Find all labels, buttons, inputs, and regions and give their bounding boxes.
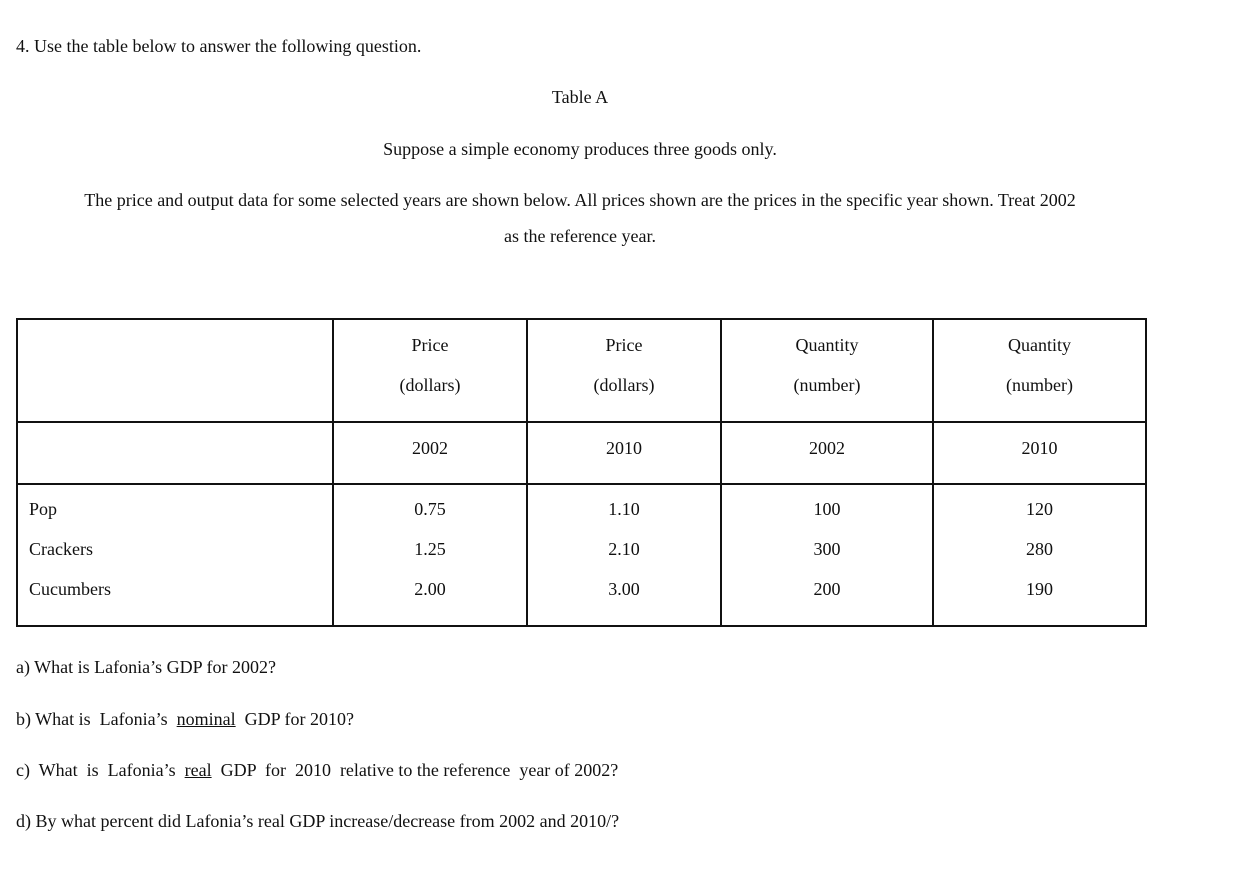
table-title: Table A bbox=[551, 87, 609, 107]
question-c-end: GDP for 2010 relative to the reference year of 2002? bbox=[211, 760, 619, 780]
question-a: a) What is Lafonia’s GDP for 2002? bbox=[16, 657, 276, 677]
table-value: 0.75 bbox=[414, 499, 446, 519]
table-value: 2.00 bbox=[414, 579, 446, 599]
question-c-start: c) What is Lafonia’s bbox=[16, 760, 185, 780]
table-value: 1.10 bbox=[608, 499, 640, 519]
header-price-2010 bbox=[527, 319, 721, 422]
question-b-end: GDP for 2010? bbox=[235, 709, 354, 729]
item-name: Pop bbox=[29, 499, 58, 519]
header-unit: (number) bbox=[1006, 375, 1073, 395]
header-unit: (dollars) bbox=[399, 375, 461, 395]
year-cell: 2010 bbox=[933, 422, 1146, 484]
data-description-line1: The price and output data for some selected years are shown below. All prices shown are the prices in the specific year shown. Treat 2002 bbox=[84, 190, 1076, 210]
table-value: 300 bbox=[813, 539, 841, 559]
data-description-line2: as the reference year. bbox=[504, 226, 656, 246]
table-data-row bbox=[17, 484, 1146, 626]
header-unit: (number) bbox=[793, 375, 861, 395]
question-intro: 4. Use the table below to answer the following question. bbox=[16, 36, 422, 56]
price-2002-values bbox=[333, 484, 527, 626]
header-label: Quantity bbox=[795, 335, 859, 355]
economy-description: Suppose a simple economy produces three goods only. bbox=[383, 139, 777, 159]
question-d: d) By what percent did Lafonia’s real GDP increase/decrease from 2002 and 2010/? bbox=[16, 811, 620, 831]
header-price-2002 bbox=[333, 319, 527, 422]
table-value: 200 bbox=[813, 579, 841, 599]
table-value: 190 bbox=[1026, 579, 1053, 599]
question-b-emphasis: nominal bbox=[176, 709, 236, 729]
table-value: 280 bbox=[1026, 539, 1053, 559]
header-quantity-2002 bbox=[721, 319, 933, 422]
table-header-row bbox=[17, 319, 1146, 422]
quantity-2010-values bbox=[933, 484, 1146, 626]
year-row-empty-cell bbox=[17, 422, 333, 484]
question-b bbox=[16, 708, 354, 730]
price-2010-values bbox=[527, 484, 721, 626]
quantity-2002-values bbox=[721, 484, 933, 626]
data-table bbox=[16, 318, 1147, 627]
year-cell: 2002 bbox=[333, 422, 527, 484]
header-label: Price bbox=[411, 335, 449, 355]
question-c-emphasis: real bbox=[184, 760, 212, 780]
table-corner-cell bbox=[17, 319, 333, 422]
year-cell: 2002 bbox=[721, 422, 933, 484]
question-b-start: b) What is Lafonia’s bbox=[16, 709, 177, 729]
table-value: 2.10 bbox=[608, 539, 640, 559]
item-name: Crackers bbox=[29, 539, 93, 559]
question-c bbox=[16, 759, 618, 781]
table-value: 1.25 bbox=[414, 539, 446, 559]
header-unit: (dollars) bbox=[593, 375, 655, 395]
item-names-cell bbox=[17, 484, 333, 626]
item-name: Cucumbers bbox=[29, 579, 111, 599]
year-cell: 2010 bbox=[527, 422, 721, 484]
table-year-row bbox=[17, 422, 1146, 484]
table-value: 120 bbox=[1026, 499, 1053, 519]
header-label: Price bbox=[605, 335, 643, 355]
header-quantity-2010 bbox=[933, 319, 1146, 422]
table-value: 3.00 bbox=[608, 579, 640, 599]
header-label: Quantity bbox=[1008, 335, 1071, 355]
table-value: 100 bbox=[813, 499, 841, 519]
